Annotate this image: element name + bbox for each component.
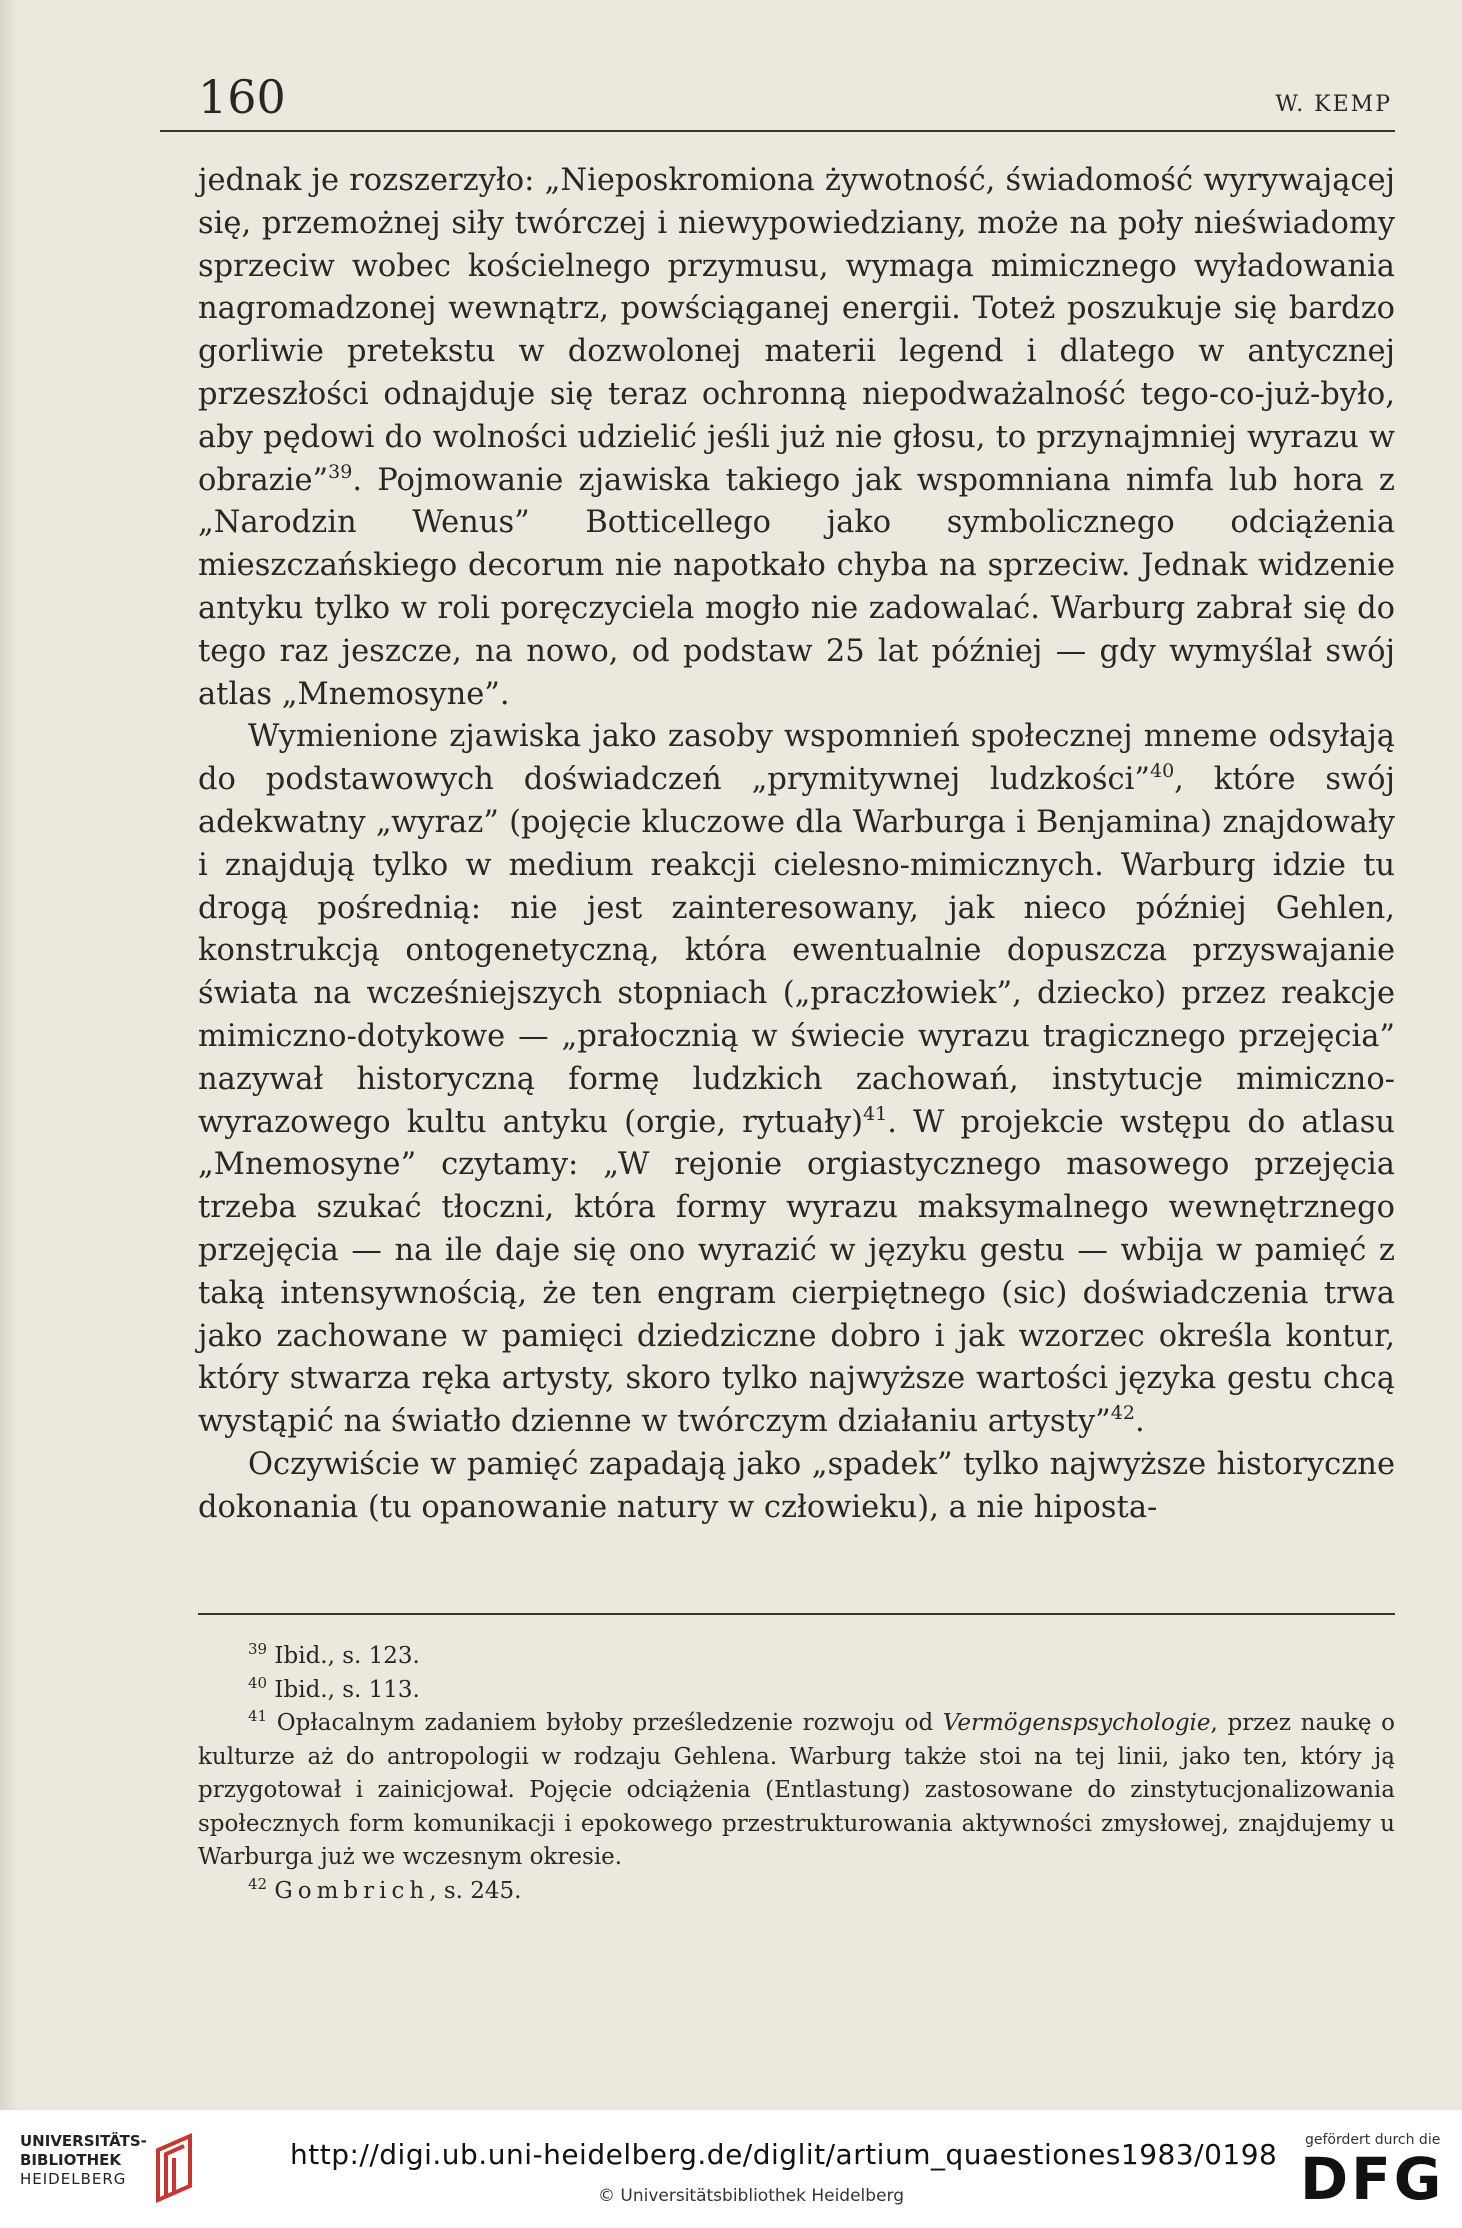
copyright-notice: © Universitätsbibliothek Heidelberg bbox=[598, 2186, 905, 2206]
footnote-40: $^{40}$ Ibid., s. 113. bbox=[248, 1673, 420, 1703]
footnotes bbox=[198, 1640, 1395, 1908]
body-text bbox=[198, 160, 1395, 1530]
page-number: 160 bbox=[198, 70, 286, 124]
header-rule bbox=[160, 130, 1395, 132]
library-logo-icon bbox=[150, 2128, 200, 2208]
note-ref-42[interactable]: 42 bbox=[1110, 1402, 1135, 1425]
note-ref-39[interactable]: 39 bbox=[328, 460, 353, 483]
paragraph-2: Wymienione zjawiska jako zasoby wspomnień społecznej mneme odsyłają do podstawowych doświadczeń „prymitywnej ludzkości”$^{40}$, które swój adekwatny „wyraz” (pojęcie kluczowe dla Warburga i Benjamina) znajdowały i znajdują tylko w medium reakcji cielesno-mimicznych. Warburg idzie tu drogą pośrednią: nie jest zainteresowany, jak nieco później Gehlen, konstrukcją ontogenetyczną, która ewentualnie dopuszcza przyswajanie świata na wcześniejszych stopniach („praczłowiek”, dziecko) przez reakcje mimiczno-dotykowe — „prałocznią w świecie wyrazu tragicznego przejęcia” nazywał historyczną formę ludzkich zachowań, instytucje mimiczno-wyrazowego kultu antyku (orgie, rytuały)$^{41}$. W projekcie wstępu do atlasu „Mnemosyne” czytamy: „W rejonie orgiastycznego masowego przejęcia trzeba szukać tłoczni, która formy wyrazu maksymalnego wewnętrznego przejęcia — na ile daje się ono wyrazić w języku gestu — wbija w pamięć z taką intensywnością, że ten engram cierpiętnego (sic) doświadczenia trwa jako zachowane w pamięci dziedziczne dobro i jak wzorzec określa kontur, który stwarza ręka artysty, skoro tylko najwyższe wartości języka gestu chcą wystąpić na światło dzienne w twórczym działaniu artysty”$^{42}$. bbox=[198, 719, 1395, 1440]
page-edge-shadow bbox=[0, 0, 18, 2110]
footnote-39: $^{39}$ Ibid., s. 123. bbox=[248, 1640, 420, 1669]
footnote-41: $^{41}$ Opłacalnym zadaniem byłoby prześledzenie rozwoju od Vermögenspsychologie, przez naukę o kulturze aż do antropologii w rodzaju Gehlena. Warburg także stoi na tej linii, jako ten, który ją przygotował i zainicjował. Pojęcie odciążenia (Entlastung) zastosowane do zinstytucjonalizowania społecznych form komunikacji i epokowego przestrukturowania aktywności zmysłowej, znajdujemy u Warburga już we wczesnym okresie. bbox=[198, 1707, 1396, 1870]
note-ref-40[interactable]: 40 bbox=[1149, 760, 1175, 783]
running-head: W. KEMP bbox=[1275, 92, 1392, 117]
paragraph-1: jednak je rozszerzyło: „Nieposkromiona żywotność, świadomość wyrywającej się, przemożnej siły twórczej i niewypowiedziany, może na poły nieświadomy sprzeciw wobec kościelnego przymusu, wymaga mimicznego wyładowania nagromadzonej wewnątrz, powściąganej energii. Toteż poszukuje się bardzo gorliwie pretekstu w dozwolonej materii legend i dlatego w antycznej przeszłości odnajduje się teraz ochronną niepodważalność tego-co-już-było, aby pędowi do wolności udzielić jeśli już nie głosu, to przynajmniej wyrazu w obrazie”$^{39}$. Pojmowanie zjawiska takiego jak wspomniana nimfa lub hora z „Narodzin Wenus” Botticellego jako symbolicznego odciążenia mieszczańskiego decorum nie napotkało chyba na sprzeciw. Jednak widzenie antyku tylko w roli poręczyciela mogło nie zadowalać. Warburg zabrał się do tego raz jeszcze, na nowo, od podstaw 25 lat później — gdy wymyślał swój atlas „Mnemosyne”. bbox=[198, 163, 1395, 712]
note-ref-41[interactable]: 41 bbox=[863, 1102, 888, 1125]
dfg-logo: DFG bbox=[1300, 2145, 1445, 2213]
source-url-link[interactable]: http://digi.ub.uni-heidelberg.de/diglit/artium_quaestiones1983/0198 bbox=[290, 2138, 1278, 2171]
footnote-rule bbox=[198, 1613, 1395, 1615]
viewer-footer bbox=[0, 2110, 1462, 2228]
funding-note: gefördert durch die bbox=[1305, 2132, 1441, 2148]
paragraph-3: Oczywiście w pamięć zapadają jako „spadek” tylko najwyższe historyczne dokonania (tu opanowanie natury w człowieku), a nie hiposta- bbox=[198, 1446, 1395, 1525]
footnote-42: $^{42}$ Gombrich, s. 245. bbox=[248, 1874, 522, 1904]
library-name: UNIVERSITÄTS- BIBLIOTHEK HEIDELBERG bbox=[20, 2132, 147, 2188]
